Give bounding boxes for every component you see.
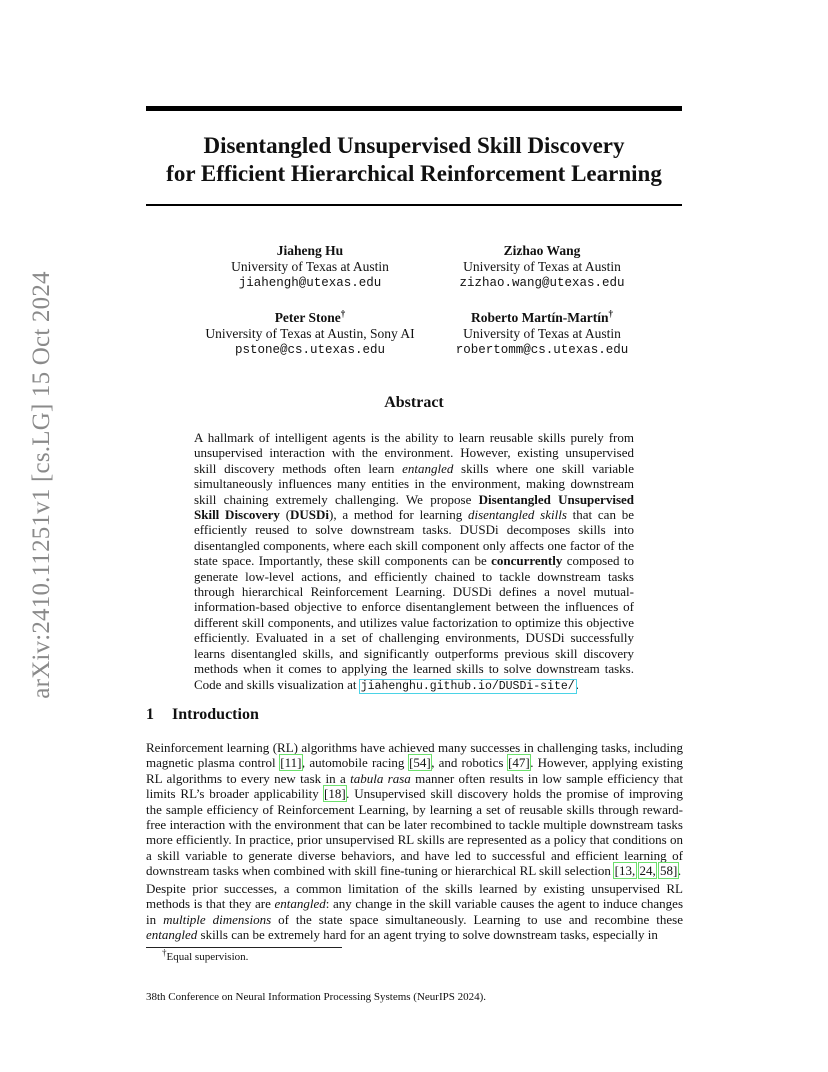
section-number: 1 <box>146 706 154 723</box>
author-email: robertomm@cs.utexas.edu <box>455 343 629 357</box>
citation-link[interactable]: 58] <box>659 863 678 879</box>
author-affiliation: University of Texas at Austin <box>463 326 621 341</box>
project-site-link[interactable]: jiahenghu.github.io/DUSDi-site/ <box>360 679 575 693</box>
abstract-text: . <box>575 676 579 692</box>
arxiv-id: arXiv:2410.11251v1 [cs.LG] 15 Oct 2024 <box>28 271 55 699</box>
body-text: Despite prior successes, a common limitation of the skills learned by existing unsupervised RL methods is that they are <box>146 881 683 912</box>
body-text: . <box>677 863 682 879</box>
author-block <box>200 243 420 291</box>
citation-link[interactable]: 24, <box>639 863 656 879</box>
author-name: Peter Stone <box>274 310 341 325</box>
body-text: of the state space simultaneously. Learning to use and recombine these <box>271 911 683 927</box>
abstract-bold: DUSDi <box>290 507 330 523</box>
body-emphasis: entangled <box>274 896 326 912</box>
intro-paragraph-1 <box>146 740 683 879</box>
footnote-rule <box>146 947 342 948</box>
title-line-2: for Efficient Hierarchical Reinforcement Learning <box>166 161 662 186</box>
abstract-text: ), a method for learning <box>329 507 468 523</box>
title-rule-bottom <box>146 204 682 206</box>
abstract-text: that can be efficiently reused to solve downstream tasks. DUSDi decomposes skills into disentangled components, where each skill component only affects one factor of the state space. Importantly, these skill components can be <box>194 507 634 569</box>
body-text: . Unsupervised skill discovery holds the promise of improving the sample efficiency of Reinforcement Learning, by learning a set of reusable skills through reward-free interaction with the environment that can be later recombined to tackle multiple downstream tasks more efficiently. In practice, prior unsupervised RL skills are represented as a policy that conditions on a skill variable to generate diverse behaviors, and have led to successful and efficient learning of downstream tasks when combined with skill fine-tuning or hierarchical RL skill selection <box>146 786 683 879</box>
abstract-text: A hallmark of intelligent agents is the ability to learn reusable skills purely from unsupervised interaction with the environment. However, existing unsupervised skill discovery methods often learn <box>194 430 634 476</box>
abstract-bold: Disentangled Unsupervised Skill Discovery <box>194 491 634 523</box>
citation-link[interactable]: [54] <box>409 755 431 771</box>
body-emphasis: entangled <box>146 927 198 943</box>
section-heading-introduction <box>146 706 259 724</box>
conference-note: 38th Conference on Neural Information Processing Systems (NeurIPS 2024). <box>146 991 487 1003</box>
body-text: skills can be extremely hard for an agent trying to solve downstream tasks, especially in <box>197 927 658 943</box>
body-emphasis: tabula rasa <box>350 770 411 786</box>
body-text: Reinforcement learning (RL) algorithms have achieved many successes in challenging tasks, including magnetic plasma control <box>146 740 683 771</box>
abstract-emphasis: entangled <box>402 460 454 476</box>
author-affiliation: University of Texas at Austin <box>463 259 621 274</box>
footnote-mark: † <box>162 947 167 958</box>
footnote <box>162 947 249 963</box>
section-title-text: Introduction <box>172 706 259 723</box>
abstract-emphasis: disentangled skills <box>467 507 567 523</box>
body-text: manner often results in low sample efficiency that limits RL’s broader applicability <box>146 770 683 802</box>
citation-link[interactable]: [18] <box>324 786 346 802</box>
body-emphasis: multiple dimensions <box>163 911 272 927</box>
author-affiliation: University of Texas at Austin <box>231 259 389 274</box>
author-email: pstone@cs.utexas.edu <box>234 343 386 357</box>
author-block <box>180 310 440 358</box>
author-name: Zizhao Wang <box>503 243 581 258</box>
author-block <box>432 310 652 358</box>
body-text: : any change in the skill variable causes the agent to induce changes in <box>146 896 684 927</box>
author-block <box>432 243 652 291</box>
abstract-heading: Abstract <box>384 394 444 411</box>
author-name: Jiaheng Hu <box>276 243 344 258</box>
author-name: Roberto Martín-Martín <box>470 310 609 325</box>
abstract-body <box>194 430 634 694</box>
body-text: , automobile racing <box>301 755 409 771</box>
abstract-bold: concurrently <box>491 553 563 569</box>
author-email: zizhao.wang@utexas.edu <box>459 276 625 290</box>
abstract-text: ( <box>279 507 291 523</box>
abstract-text: skills where one skill variable simultaneously influences many entities in the environment, making downstream skill chaining extremely challenging. We propose <box>194 460 634 507</box>
arxiv-sidebar-stamp <box>22 271 62 699</box>
title-rule-top <box>146 106 682 111</box>
paper-title <box>146 132 682 188</box>
footnote-text: Equal supervision. <box>166 951 249 963</box>
intro-paragraph-2 <box>146 881 683 943</box>
citation-link[interactable]: [47] <box>508 755 530 771</box>
citation-link[interactable]: [13, <box>614 863 636 879</box>
author-affiliation: University of Texas at Austin, Sony AI <box>205 326 415 341</box>
author-mark: † <box>340 308 346 319</box>
author-mark: † <box>608 308 614 319</box>
title-line-1: Disentangled Unsupervised Skill Discovery <box>203 133 625 158</box>
body-text: , and robotics <box>431 755 508 771</box>
author-email: jiahengh@utexas.edu <box>238 276 382 290</box>
citation-link[interactable]: [11] <box>280 755 302 771</box>
body-text: . However, applying existing RL algorithms to every new task in a <box>146 755 683 786</box>
abstract-text: composed to generate low-level actions, and efficiently chained to tackle downstream tasks through hierarchical Reinforcement Learning. DUSDi defines a novel mutual-information-based objective to enforce disentanglement between the influences of different skill components, and utilizes value factorization to optimize this objective efficiently. Evaluated in a set of challenging environments, DUSDi successfully learns disentangled skills, and significantly outperforms previous skill discovery methods when it comes to applying the learned skills to solve downstream tasks. Code and skills visualization at <box>194 553 634 692</box>
